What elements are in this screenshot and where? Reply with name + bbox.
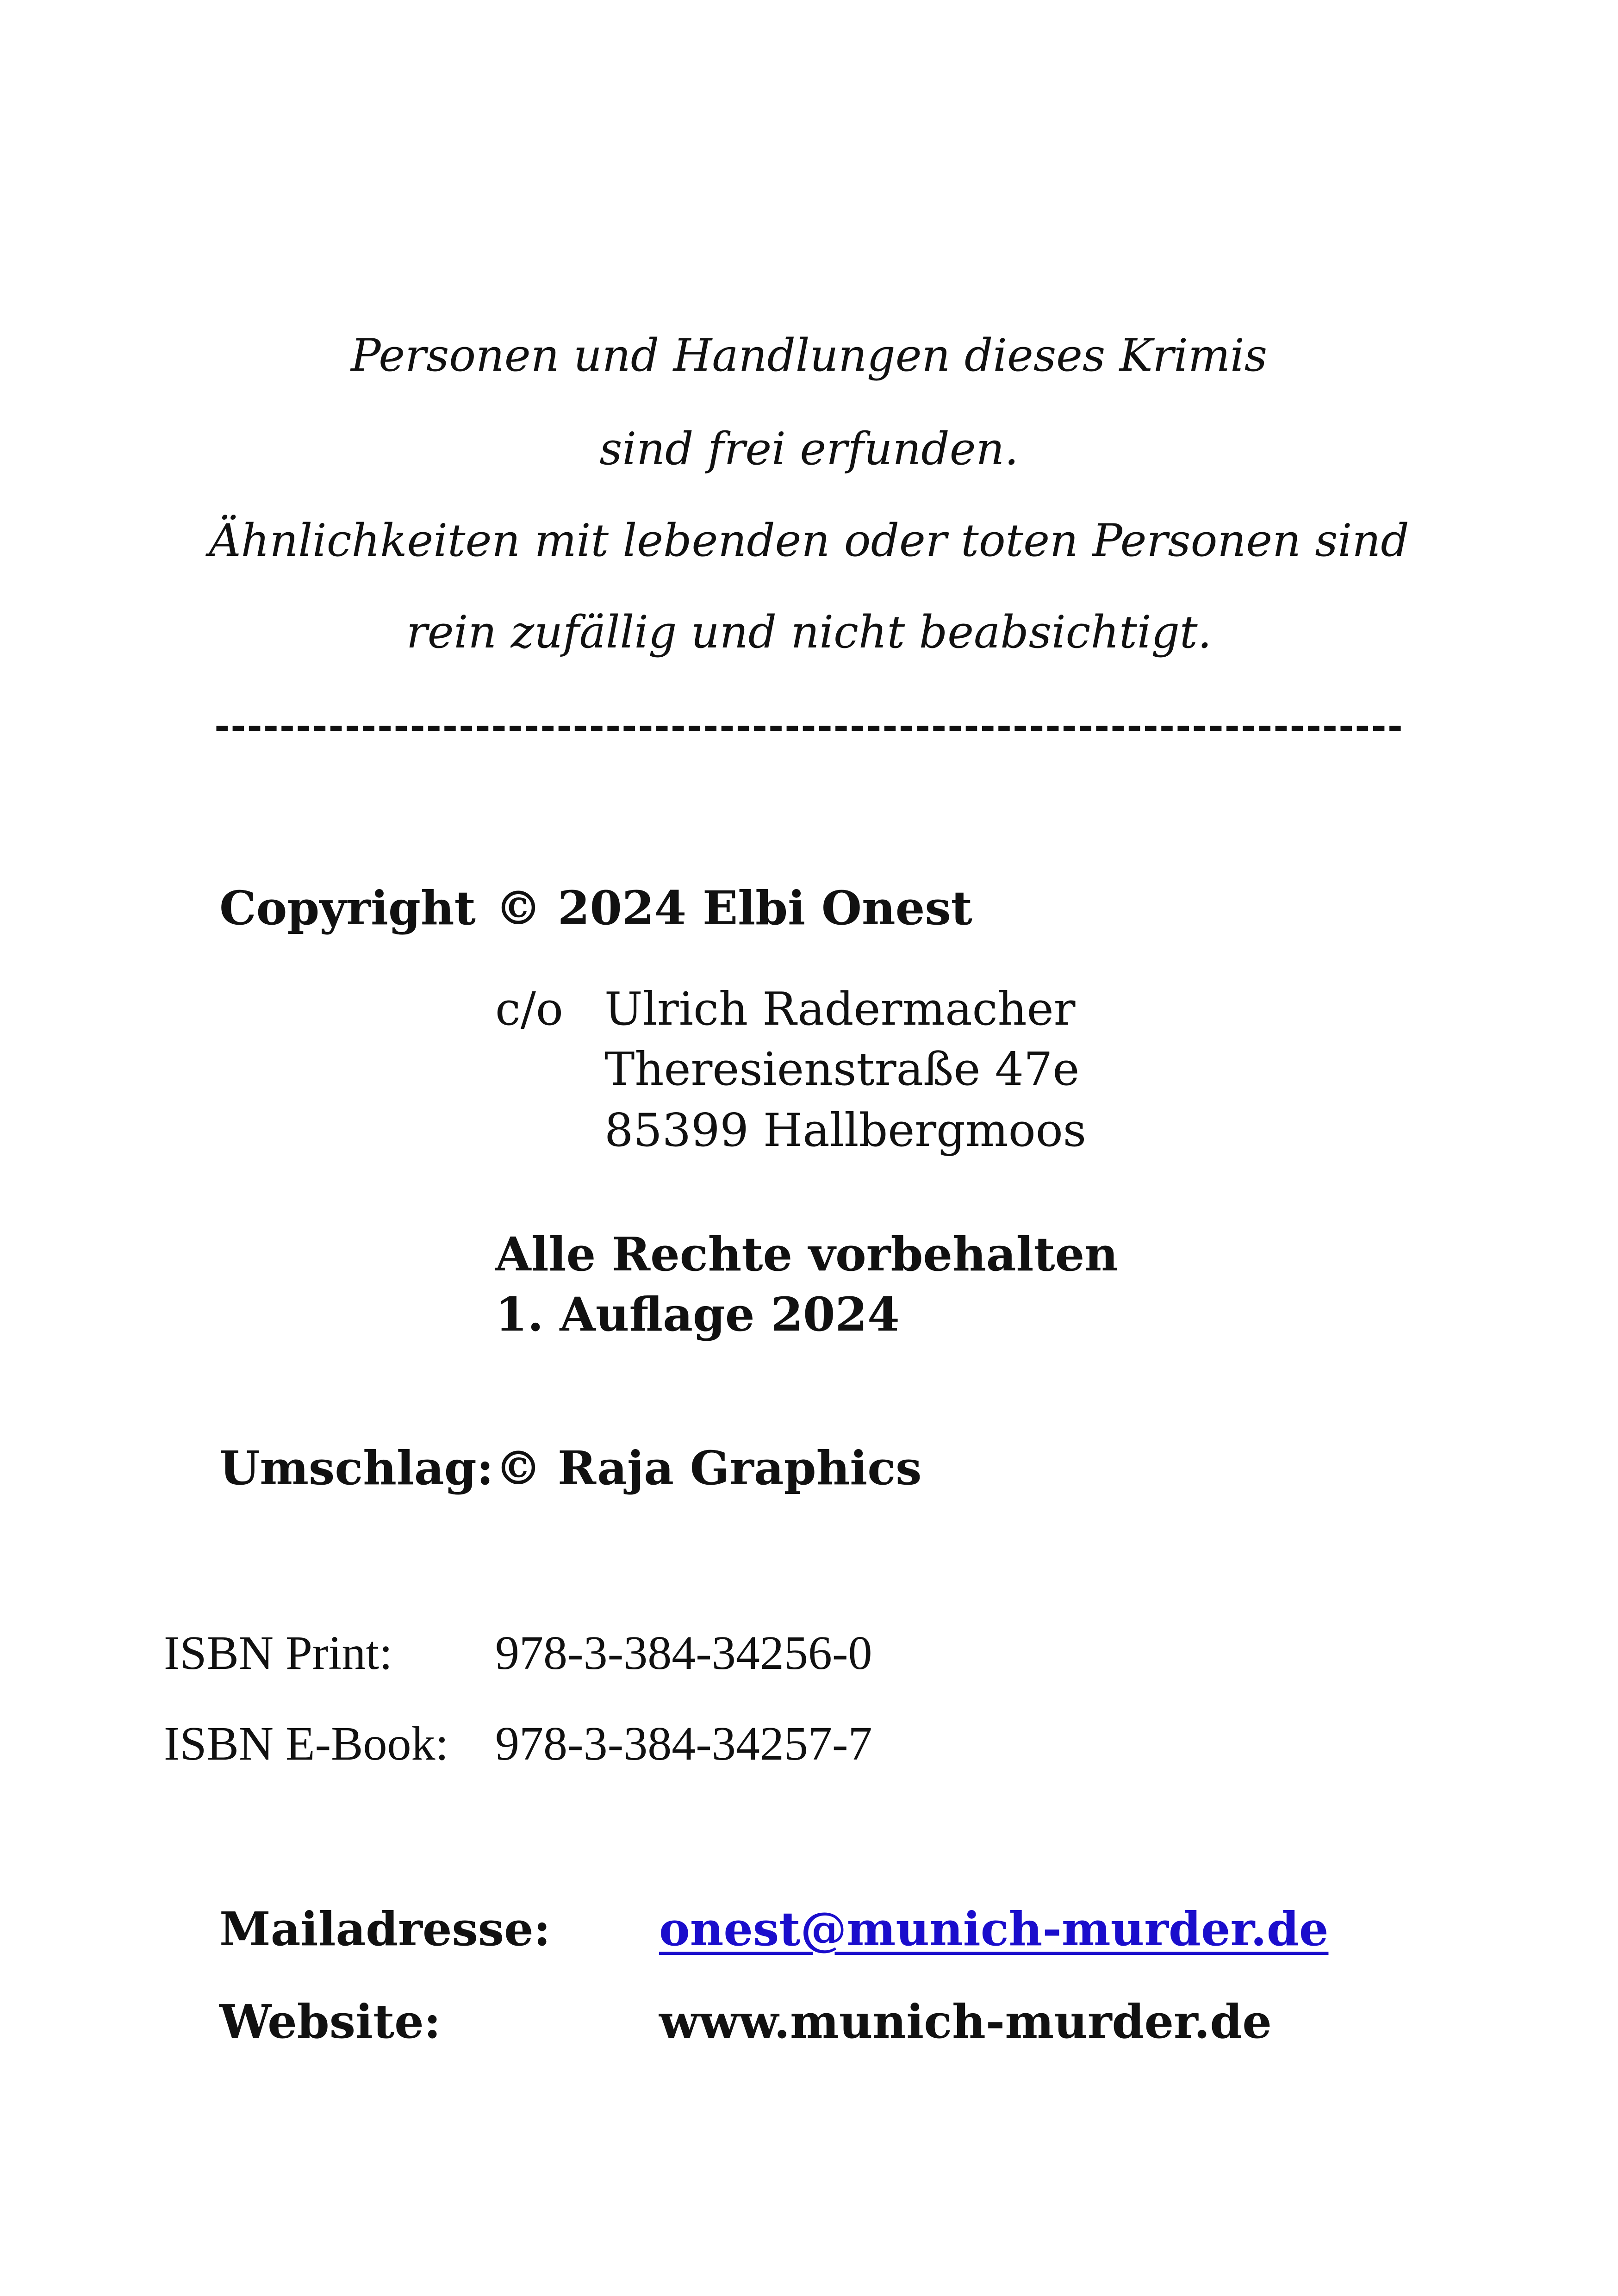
edition: 1. Auflage 2024: [495, 1287, 900, 1342]
rights-reserved: Alle Rechte vorbehalten: [495, 1227, 1118, 1282]
address-line-2: Theresienstraße 47e: [604, 1043, 1080, 1096]
disclaimer-line-1: Personen und Handlungen dieses Krimis: [351, 330, 1267, 381]
address-line-1: Ulrich Radermacher: [604, 983, 1076, 1036]
website-label: Website:: [219, 1994, 441, 2049]
address-line-3: 85399 Hallbergmoos: [604, 1104, 1087, 1157]
care-of-label: c/o: [495, 983, 563, 1036]
isbn-ebook-value: 978-3-384-34257-7: [495, 1717, 872, 1770]
isbn-ebook-label: ISBN E-Book:: [164, 1717, 449, 1770]
mail-link[interactable]: onest@munich-murder.de: [659, 1902, 1329, 1956]
copyright-value: © 2024 Elbi Onest: [495, 881, 972, 935]
disclaimer-line-3: Ähnlichkeiten mit lebenden oder toten Personen sind: [209, 515, 1409, 566]
mail-label: Mailadresse:: [219, 1902, 551, 1956]
isbn-print-value: 978-3-384-34256-0: [495, 1626, 872, 1680]
cover-label: Umschlag:: [219, 1441, 494, 1495]
isbn-print-label: ISBN Print:: [164, 1626, 393, 1680]
disclaimer-line-4: rein zufällig und nicht beabsichtigt.: [406, 606, 1212, 658]
disclaimer-line-2: sind frei erfunden.: [599, 423, 1019, 475]
separator-line: -------------------------------------------------------------------------: [214, 705, 1404, 748]
website-value: www.munich-murder.de: [659, 1994, 1272, 2049]
cover-value: © Raja Graphics: [495, 1441, 922, 1495]
copyright-label: Copyright: [219, 881, 476, 935]
